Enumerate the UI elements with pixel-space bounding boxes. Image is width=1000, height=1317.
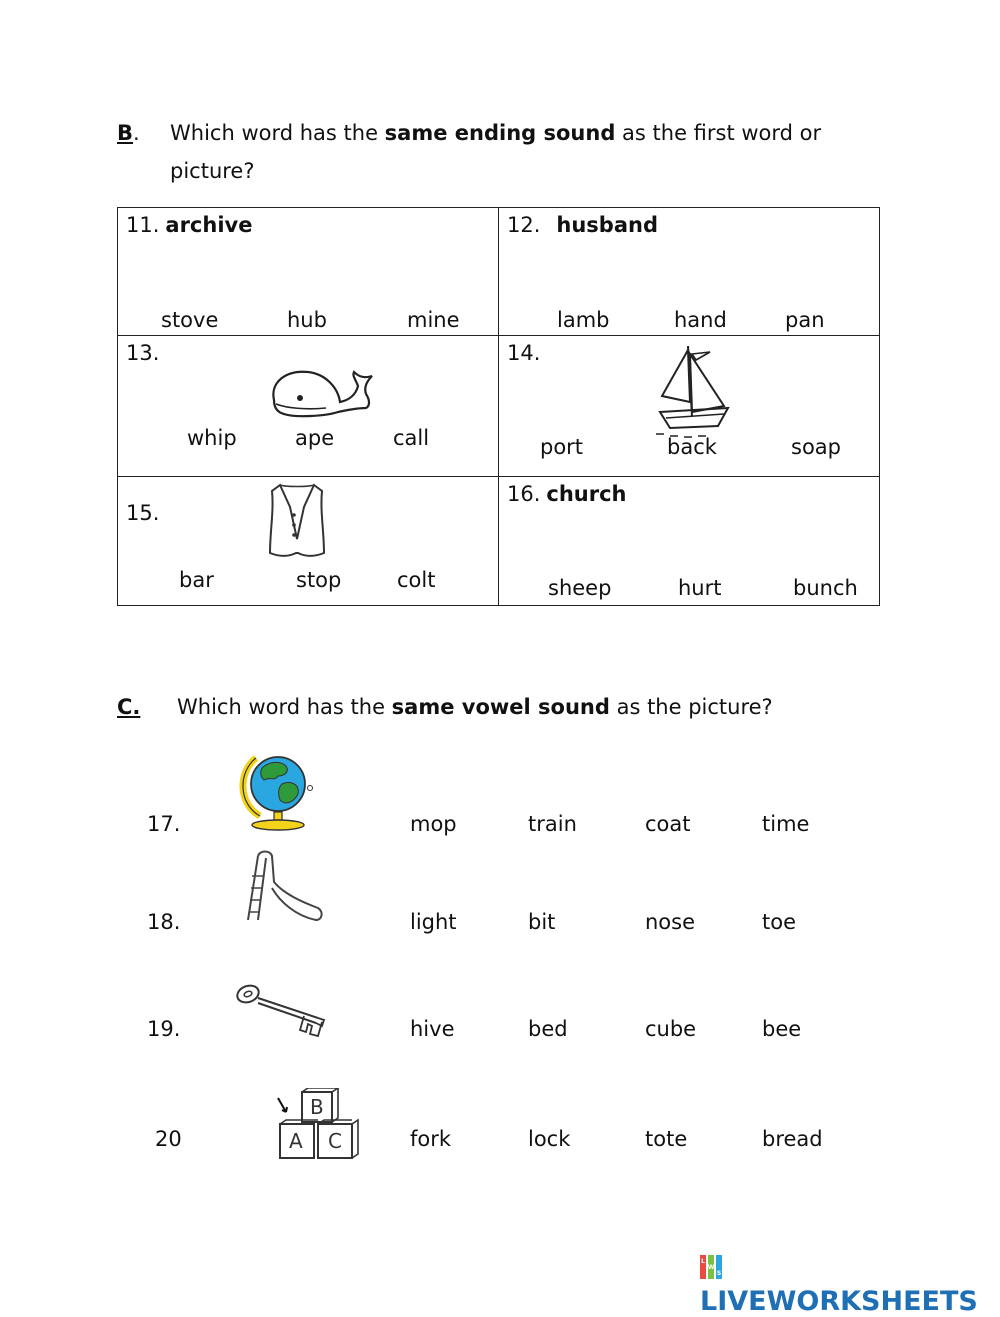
option-word[interactable]: hurt [678,576,722,600]
item-word: church [546,482,627,506]
item-word: archive [165,213,253,237]
block-letter: C [328,1129,342,1153]
item-number: 20 [155,1127,182,1151]
vest-icon [266,481,328,561]
item-16-cell [499,477,880,606]
option-word[interactable]: ape [295,426,335,450]
option-word[interactable]: bit [528,910,556,934]
option-word[interactable]: bread [762,1127,823,1151]
option-word[interactable]: hub [287,308,327,332]
option-word[interactable]: coat [645,812,691,836]
block-letter: A [289,1129,303,1153]
option-word[interactable]: sheep [548,576,612,600]
item-15-cell [118,477,499,606]
option-word[interactable]: light [410,910,457,934]
mark-letter: L [701,1258,705,1265]
mark-letter: S [716,1270,722,1277]
item-number: 16. [507,482,541,506]
option-word[interactable]: train [528,812,577,836]
option-word[interactable]: pan [785,308,825,332]
liveworksheets-mark-icon [700,1255,722,1286]
option-word[interactable]: port [540,435,584,459]
option-word[interactable]: stop [296,568,342,592]
item-number: 18. [147,910,181,934]
item-12-cell [499,208,880,336]
option-word[interactable]: bee [762,1017,802,1041]
block-letter: B [310,1095,324,1119]
option-word[interactable]: nose [645,910,696,934]
option-word[interactable]: stove [161,308,219,332]
option-word[interactable]: soap [791,435,841,459]
option-word[interactable]: back [667,435,717,459]
option-word[interactable]: hive [410,1017,455,1041]
item-14-cell [499,336,880,477]
mark-letter: W [707,1264,715,1271]
section-c-instruction: Which word has the same vowel sound as the picture? [177,695,773,719]
option-word[interactable]: lamb [557,308,610,332]
option-word[interactable]: time [762,812,810,836]
option-word[interactable]: colt [397,568,436,592]
option-word[interactable]: bunch [793,576,858,600]
item-number: 13. [126,341,160,365]
brand-name: LIVEWORKSHEETS [700,1286,978,1317]
item-number: 15. [126,501,160,525]
item-number: 14. [507,341,541,365]
slide-icon [244,846,328,930]
key-icon [234,978,330,1038]
item-word: husband [556,213,658,237]
section-b-instruction-line2: picture? [170,159,255,183]
option-word[interactable]: tote [645,1127,688,1151]
ending-sound-table [117,207,880,606]
item-11-cell [118,208,499,336]
option-word[interactable]: hand [674,308,727,332]
option-word[interactable]: bed [528,1017,568,1041]
item-number: 17. [147,812,181,836]
section-b-instruction: Which word has the same ending sound as the first word or [170,121,822,145]
option-word[interactable]: lock [528,1127,571,1151]
globe-icon [234,746,320,832]
alphabet-blocks-icon [272,1088,362,1166]
option-word[interactable]: toe [762,910,797,934]
item-number: 19. [147,1017,181,1041]
item-13-cell [118,336,499,477]
liveworksheets-logo [700,1254,1000,1317]
option-word[interactable]: bar [179,568,214,592]
option-word[interactable]: whip [187,426,237,450]
option-word[interactable]: fork [410,1127,452,1151]
section-c-label: C. [117,695,141,719]
whale-icon [266,364,376,420]
sailboat-icon [652,342,736,442]
item-number: 12. [507,213,541,237]
item-number: 11. [126,213,160,237]
section-b-label: B. [117,121,140,145]
option-word[interactable]: call [393,426,430,450]
option-word[interactable]: mine [407,308,460,332]
option-word[interactable]: cube [645,1017,697,1041]
option-word[interactable]: mop [410,812,457,836]
